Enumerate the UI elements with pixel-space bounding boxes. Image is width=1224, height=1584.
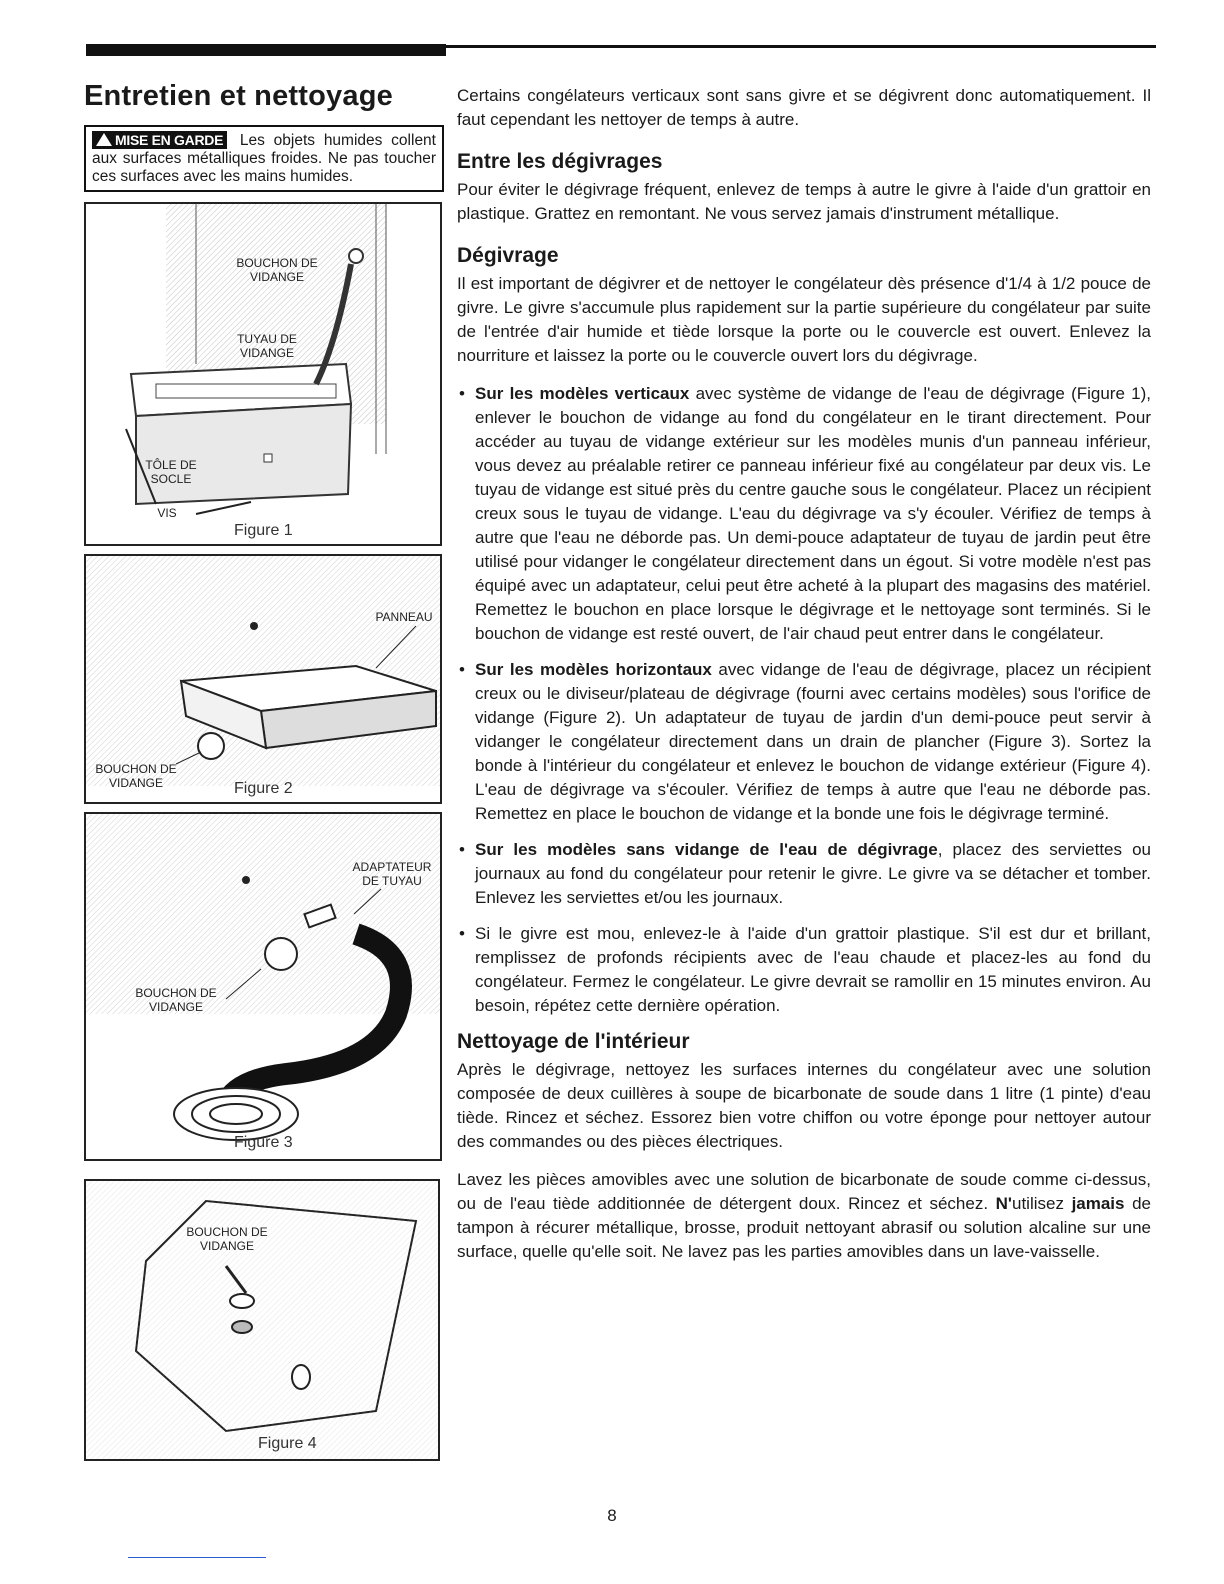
figure-1-label-tuyau: TUYAU DE VIDANGE	[237, 332, 297, 360]
list-item-bold: Sur les modèles sans vidange de l'eau de dégivrage	[475, 840, 938, 859]
heading-degivrage: Dégivrage	[457, 244, 559, 267]
list-item-text: avec système de vidange de l'eau de dégivrage (Figure 1), enlever le bouchon de vidange au fond du congélateur en le tirant directement. Pour accéder au tuyau de vidange extérieur sur les modèles munis d'un panneau inférieur, vous devez au préalable retirer ce panneau inférieur fixé au congélateur par deux vis. Le tuyau de vidange est situé près du centre gauche sous le congélateur. Placez un récipient creux sous le tuyau de vidange. L'eau du dégivrage va s'y écouler. Vérifiez de temps à autre que l'eau ne déborde pas. Un demi-pouce adaptateur de tuyau de jardin peut être utilisé pour vidanger le congélateur directement dans un égout. Si votre modèle n'est pas équipé avec un adaptateur, celui peut être acheté à la plupart des magasins des matériel. Remettez le bouchon en place lorsque le dégivrage et le nettoyage sont terminés. Si le bouchon de vidange est resté ouvert, de l'air chaud peut entrer dans le congélateur.	[475, 384, 1151, 643]
heading-entre-degivrages: Entre les dégivrages	[457, 150, 663, 173]
page-number: 8	[607, 1506, 617, 1525]
top-rule-thin	[446, 45, 1156, 48]
figure-4	[84, 1179, 440, 1461]
warning-badge-label: MISE EN GARDE	[115, 132, 224, 148]
list-item	[457, 922, 1151, 1018]
list-item-text: , placez des serviettes ou journaux au fond du congélateur pour retenir le givre. Le givre va se détacher et tomber. Enlevez les serviettes et/ou les journaux.	[475, 840, 1151, 907]
nettoyage-body-2	[457, 1168, 1151, 1264]
figure-2-caption: Figure 2	[234, 780, 293, 797]
left-column	[84, 80, 444, 1469]
degivrage-body: Il est important de dégivrer et de nettoyer le congélateur dès présence d'1/4 à 1/2 pouce de givre. Le givre s'accumule plus rapidement sur la partie supérieure du congélateur par suite de l'entrée d'air humide et tiède lorsque la porte ou le couvercle est ouvert. Enlevez la nourriture et laissez la porte ou le couvercle ouvert lors du dégivrage.	[457, 274, 1151, 365]
body2-bold-jamais: jamais	[1071, 1194, 1125, 1213]
warning-text: Les objets humides collent aux surfaces métalliques froides. Ne pas toucher ces surfaces avec les mains humides.	[92, 132, 436, 185]
list-item-bold: Sur les modèles verticaux	[475, 384, 690, 403]
top-rule-thick	[86, 44, 446, 56]
figure-2	[84, 554, 442, 804]
heading-nettoyage-interieur: Nettoyage de l'intérieur	[457, 1030, 690, 1053]
figure-1-label-tole: TÔLE DE SOCLE	[145, 458, 197, 486]
degivrage-list	[457, 382, 1151, 1018]
figure-1-caption: Figure 1	[234, 522, 293, 539]
right-column	[457, 84, 1151, 1264]
body2-part-a: Lavez les pièces amovibles avec une solution de bicarbonate de soude comme ci-dessus, ou de l'eau tiède additionnée de détergent doux. Rincez et séchez.	[457, 1170, 1151, 1213]
figure-1-label-vis: VIS	[157, 506, 177, 520]
warning-box	[84, 125, 444, 192]
warning-triangle-icon	[96, 133, 112, 146]
body2-part-c: de tampon à récurer métallique, brosse, produit nettoyant abrasif ou solution alcaline sur une surface, quelle qu'elle soit. Ne lavez pas les parties amovibles dans un lave-vaisselle.	[457, 1194, 1152, 1261]
figure-2-label-panneau: PANNEAU	[375, 610, 433, 624]
footer-line	[128, 1557, 266, 1558]
figure-3-caption: Figure 3	[234, 1134, 293, 1151]
figure-1	[84, 202, 442, 546]
list-item	[457, 382, 1151, 646]
figure-4-drawing	[86, 1181, 438, 1459]
list-item-text: Si le givre est mou, enlevez-le à l'aide d'un grattoir plastique. S'il est dur et brillant, remplissez de profonds récipients avec de l'eau chaude et placez-les au fond du congélateur. Fermez le congélateur. Le givre devrait se ramollir en 15 minutes environ. Au besoin, répétez cette dernière opération.	[475, 924, 1151, 1015]
body2-bold-n: N'	[995, 1194, 1012, 1213]
figure-1-drawing	[86, 204, 440, 544]
warning-badge	[92, 131, 227, 149]
figure-1-label-bouchon: BOUCHON DE VIDANGE	[236, 256, 318, 284]
figure-2-label-bouchon: BOUCHON DE VIDANGE	[95, 762, 177, 790]
figure-3-label-adaptateur: ADAPTATEUR DE TUYAU	[352, 860, 432, 888]
list-item-text: avec vidange de l'eau de dégivrage, placez un récipient creux ou le diviseur/plateau de dégivrage (fourni avec certains modèles) sous l'orifice de vidange (Figure 2). Un adaptateur de tuyau de jardin d'un demi-pouce peut servir à vidanger le congélateur directement dans un drain de plancher (Figure 3). Sortez la bonde à l'intérieur du congélateur et enlevez le bouchon de vidange extérieur (Figure 4). L'eau de dégivrage va s'écouler. Vérifiez de temps à autre que l'eau ne déborde pas. Remettez en place le bouchon de vidange et la bonde une fois le dégivrage terminé.	[475, 660, 1151, 823]
nettoyage-body-1: Après le dégivrage, nettoyez les surfaces internes du congélateur avec une solution composée de deux cuillères à soupe de bicarbonate de soude dans 1 litre (1 pinte) d'eau tiède. Rincez et séchez. Essorez bien votre chiffon ou votre éponge pour nettoyer autour des commandes ou des pièces électriques.	[457, 1060, 1151, 1151]
list-item-bold: Sur les modèles horizontaux	[475, 660, 712, 679]
figure-4-label-bouchon: BOUCHON DE VIDANGE	[186, 1225, 268, 1253]
page-title: Entretien et nettoyage	[84, 80, 393, 112]
body2-part-b: utilisez	[1011, 1194, 1072, 1213]
figure-3-label-bouchon: BOUCHON DE VIDANGE	[135, 986, 217, 1014]
figure-3	[84, 812, 442, 1161]
list-item	[457, 838, 1151, 910]
figure-4-caption: Figure 4	[258, 1435, 317, 1452]
intro-paragraph: Certains congélateurs verticaux sont sans givre et se dégivrent donc automatiquement. Il faut cependant les nettoyer de temps à autre.	[457, 86, 1151, 129]
list-item	[457, 658, 1151, 826]
entre-degivrages-body: Pour éviter le dégivrage fréquent, enlevez de temps à autre le givre à l'aide d'un grattoir en plastique. Grattez en remontant. Ne vous servez jamais d'instrument métallique.	[457, 180, 1151, 223]
